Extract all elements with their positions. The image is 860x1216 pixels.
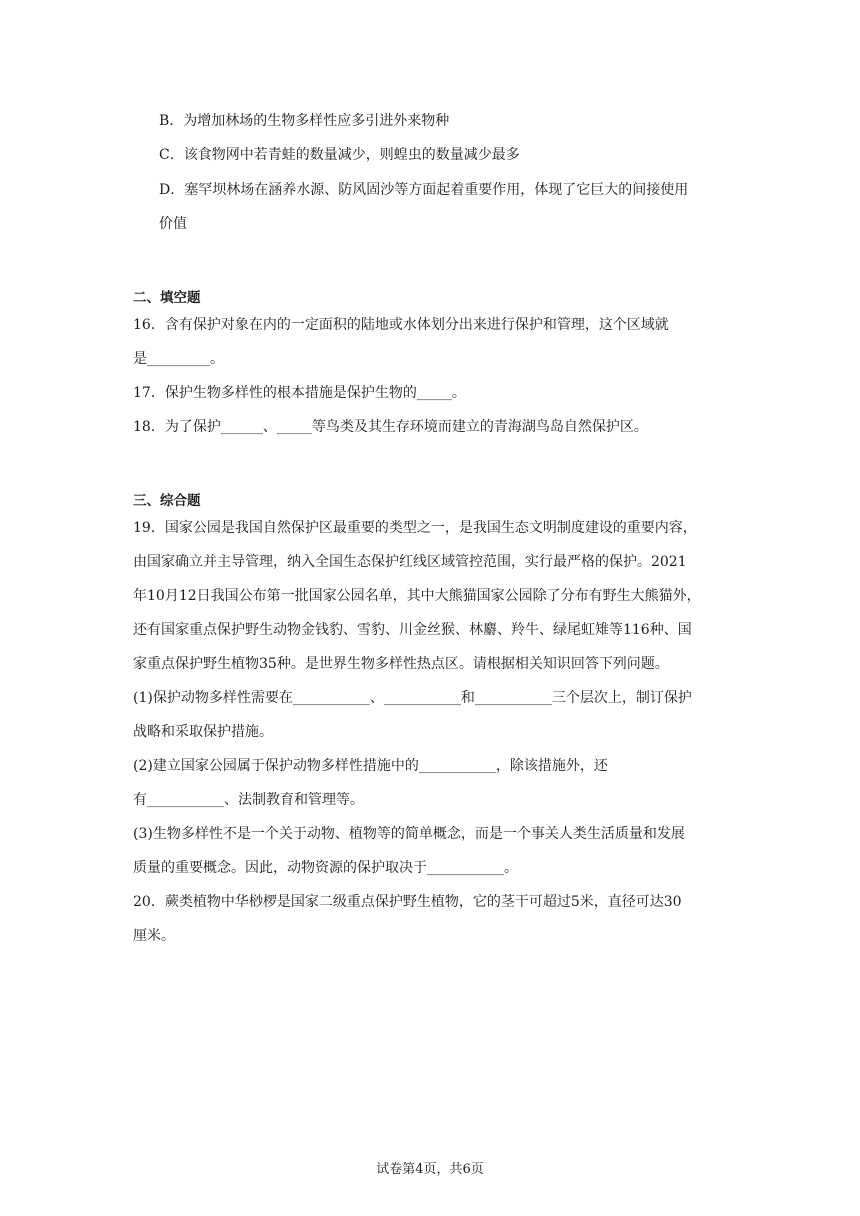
- question-19-line-4: 还有国家重点保护野生动物金钱豹、雪豹、川金丝猴、林麝、羚牛、绿尾虹雉等116种、国: [133, 622, 692, 638]
- question-18: 18．为了保护______、_____等鸟类及其生存环境而建立的青海湖鸟岛自然保护区。: [133, 419, 648, 435]
- question-19-sub-3-continued: 质量的重要概念。因此，动物资源的保护取决于___________。: [133, 860, 518, 876]
- question-19-sub-2: (2)建立国家公园属于保护动物多样性措施中的___________，除该措施外，还: [133, 758, 608, 774]
- option-c: C．该食物网中若青蛙的数量减少，则蝗虫的数量减少最多: [159, 147, 520, 163]
- question-19-line-5: 家重点保护野生植物35种。是世界生物多样性热点区。请根据相关知识回答下列问题。: [133, 656, 669, 672]
- question-19-sub-3: (3)生物多样性不是一个关于动物、植物等的简单概念，而是一个事关人类生活质量和发展: [133, 826, 685, 842]
- question-20: 20．蕨类植物中华桫椤是国家二级重点保护野生植物，它的茎干可超过5米，直径可达30: [133, 894, 682, 910]
- section-heading-comprehensive: 三、综合题: [133, 493, 201, 509]
- question-19: 19．国家公园是我国自然保护区最重要的类型之一，是我国生态文明制度建设的重要内容，: [133, 520, 697, 536]
- question-20-continued: 厘米。: [133, 928, 175, 944]
- question-16: 16．含有保护对象在内的一定面积的陆地或水体划分出来进行保护和管理，这个区域就: [133, 317, 669, 333]
- question-19-line-2: 由国家确立并主导管理，纳入全国生态保护红线区域管控范围，实行最严格的保护。2021: [133, 554, 687, 570]
- question-19-line-3: 年10月12日我国公布第一批国家公园名单，其中大熊猫国家公园除了分布有野生大熊猫外，: [133, 588, 701, 604]
- section-heading-fill-in: 二、填空题: [133, 290, 201, 306]
- question-19-sub-2-continued: 有___________、法制教育和管理等。: [133, 792, 364, 808]
- question-19-sub-1-continued: 战略和采取保护措施。: [133, 724, 273, 740]
- page-footer: 试卷第4页，共6页: [376, 1162, 484, 1177]
- option-d: D．塞罕坝林场在涵养水源、防风固沙等方面起着重要作用，体现了它巨大的间接使用: [159, 182, 689, 198]
- option-b: B．为增加林场的生物多样性应多引进外来物种: [159, 113, 450, 129]
- question-16-continued: 是_________。: [133, 351, 224, 367]
- question-19-sub-1: (1)保护动物多样性需要在___________、___________和___________三个层次上，制订保护: [133, 690, 692, 706]
- question-17: 17．保护生物多样性的根本措施是保护生物的_____。: [133, 385, 466, 401]
- option-d-continued: 价值: [159, 216, 187, 232]
